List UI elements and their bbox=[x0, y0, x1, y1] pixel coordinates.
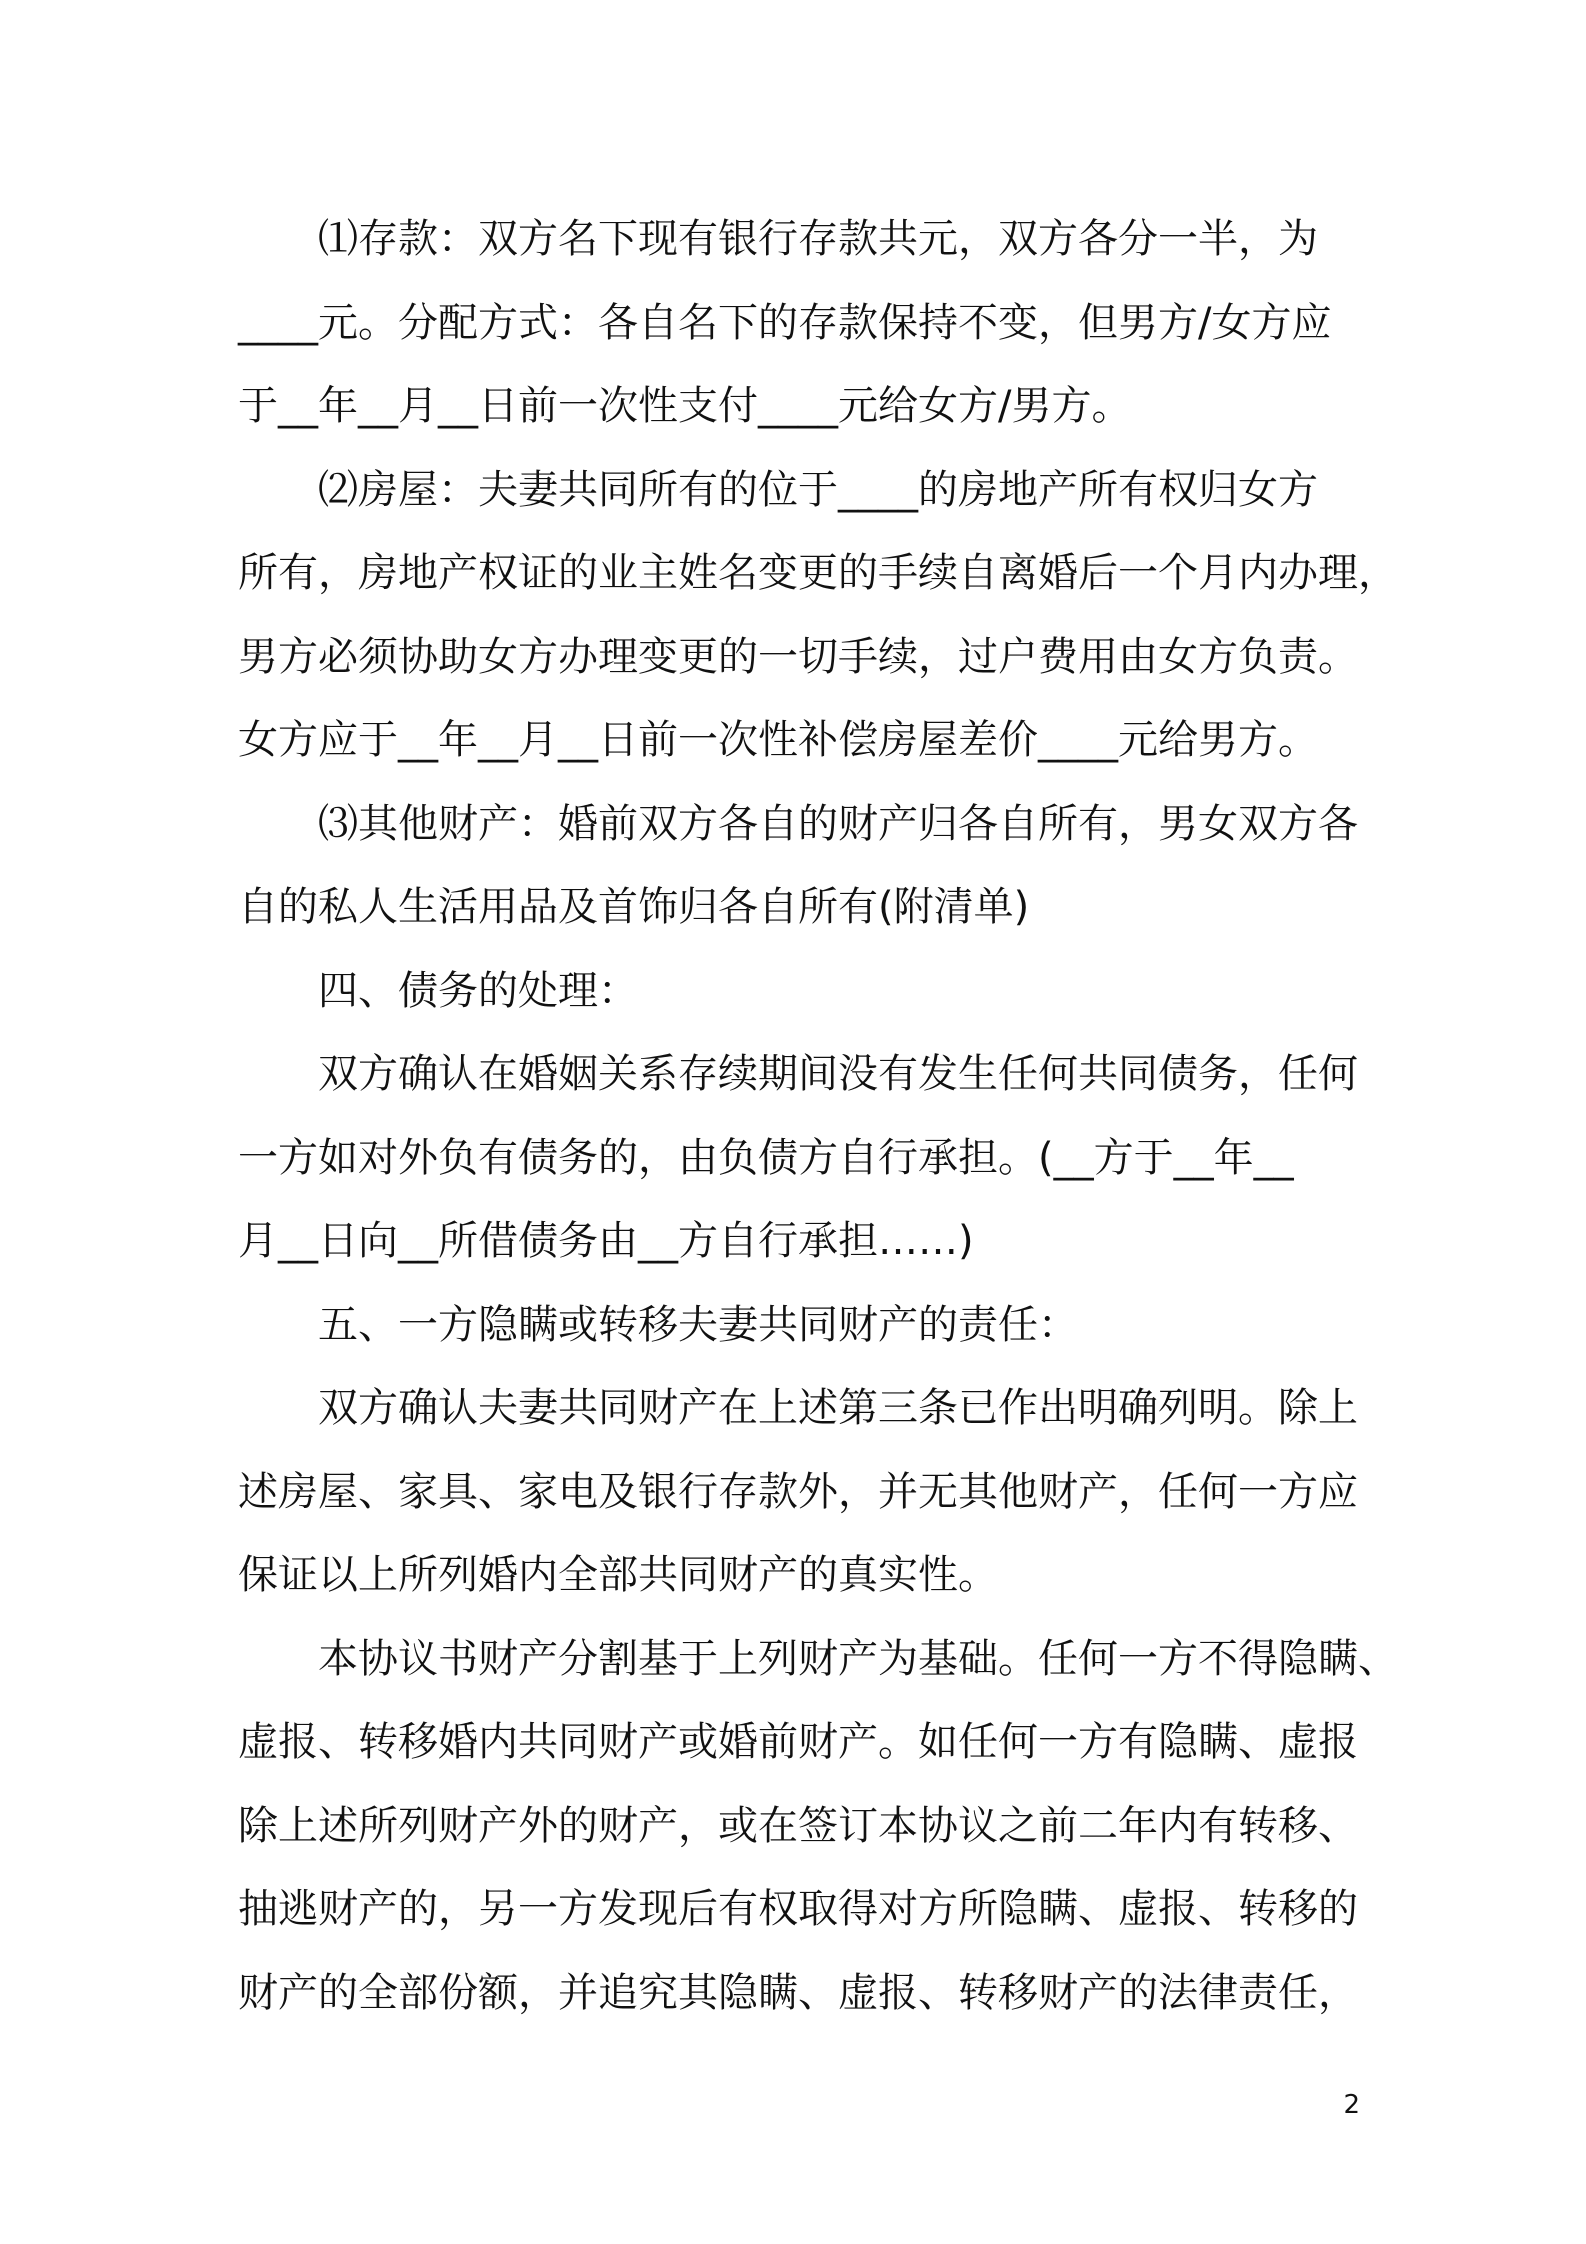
paragraph-confirmation-line-3: 保证以上所列婚内全部共同财产的真实性。 bbox=[238, 1552, 998, 1598]
section-heading-concealment: 五、一方隐瞒或转移夫妻共同财产的责任： bbox=[318, 1301, 1078, 1348]
paragraph-other-property-line-2: 自的私人生活用品及首饰归各自所有(附清单) bbox=[238, 884, 1030, 930]
section-heading-debts: 四、债务的处理： bbox=[318, 967, 638, 1014]
paragraph-division-line-1: 本协议书财产分割基于上列财产为基础。任何一方不得隐瞒、 bbox=[318, 1635, 1398, 1682]
paragraph-house-line-1: ⑵房屋：夫妻共同所有的位于____的房地产所有权归女方 bbox=[318, 466, 1318, 513]
page-number: 2 bbox=[1343, 2090, 1360, 2120]
paragraph-division-line-4: 抽逃财产的，另一方发现后有权取得对方所隐瞒、虚报、转移的 bbox=[238, 1886, 1358, 1932]
paragraph-division-line-2: 虚报、转移婚内共同财产或婚前财产。如任何一方有隐瞒、虚报 bbox=[238, 1719, 1358, 1765]
paragraph-house-line-3: 男方必须协助女方办理变更的一切手续，过户费用由女方负责。 bbox=[238, 633, 1358, 680]
paragraph-deposit-line-3: 于__年__月__日前一次性支付____元给女方/男方。 bbox=[238, 383, 1132, 429]
paragraph-debts-line-3: 月__日向__所借债务由__方自行承担……) bbox=[238, 1218, 974, 1264]
paragraph-division-line-5: 财产的全部份额，并追究其隐瞒、虚报、转移财产的法律责任， bbox=[238, 1969, 1358, 2016]
paragraph-deposit-line-2: ____元。分配方式：各自名下的存款保持不变，但男方/女方应 bbox=[238, 299, 1332, 346]
paragraph-house-line-2: 所有，房地产权证的业主姓名变更的手续自离婚后一个月内办理， bbox=[238, 550, 1398, 596]
paragraph-other-property-line-1: ⑶其他财产：婚前双方各自的财产归各自所有，男女双方各 bbox=[318, 800, 1358, 847]
paragraph-division-line-3: 除上述所列财产外的财产，或在签订本协议之前二年内有转移、 bbox=[238, 1802, 1358, 1849]
paragraph-house-line-4: 女方应于__年__月__日前一次性补偿房屋差价____元给男方。 bbox=[238, 717, 1318, 763]
document-body bbox=[238, 198, 1398, 2035]
paragraph-debts-line-1: 双方确认在婚姻关系存续期间没有发生任何共同债务，任何 bbox=[318, 1051, 1358, 1097]
paragraph-debts-line-2: 一方如对外负有债务的，由负债方自行承担。(__方于__年__ bbox=[238, 1134, 1294, 1181]
paragraph-confirmation-line-1: 双方确认夫妻共同财产在上述第三条已作出明确列明。除上 bbox=[318, 1385, 1358, 1431]
paragraph-confirmation-line-2: 述房屋、家具、家电及银行存款外，并无其他财产，任何一方应 bbox=[238, 1468, 1358, 1515]
paragraph-deposit-line-1: ⑴存款：双方名下现有银行存款共元，双方各分一半，为 bbox=[318, 216, 1318, 262]
